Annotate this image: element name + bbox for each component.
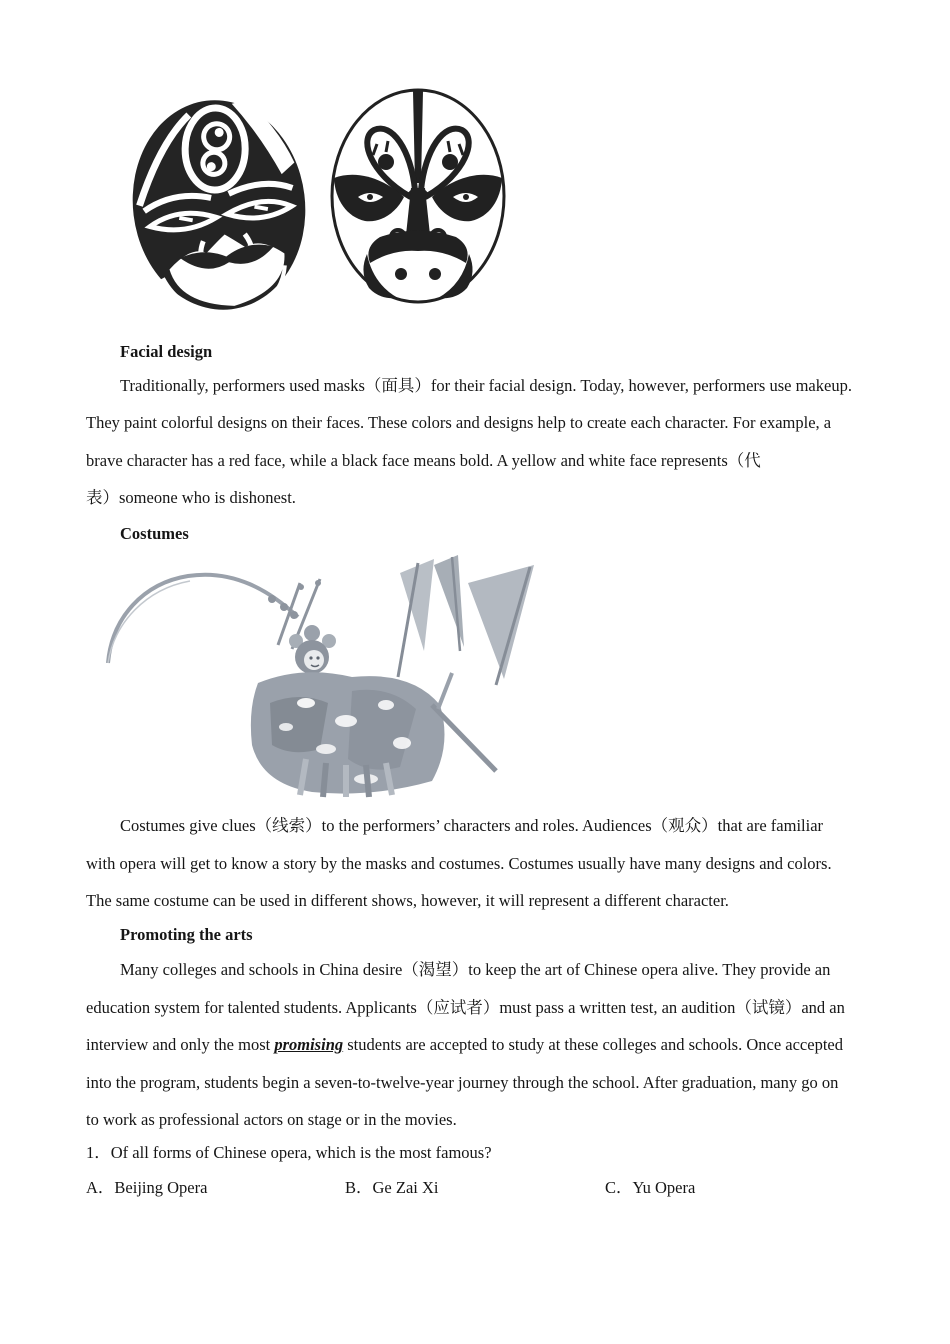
option-a-label: A．: [86, 1178, 115, 1197]
promoting-line-5: to work as professional actors on stage or in the movies.: [86, 1110, 457, 1129]
opera-mask-right-image: [322, 84, 514, 312]
costumes-line-2: with opera will get to know a story by the masks and costumes. Costumes usually have many designs and colors.: [86, 854, 832, 873]
facial-design-line-3: brave character has a red face, while a black face means bold. A yellow and white face represents（代: [86, 451, 761, 470]
promoting-line-3-post: students are accepted to study at these colleges and schools. Once accepted: [343, 1035, 843, 1054]
facial-design-line-2: They paint colorful designs on their faces. These colors and designs help to create each character. For example, a: [86, 413, 832, 432]
costumes-heading: Costumes: [120, 524, 189, 543]
question-1-text: Of all forms of Chinese opera, which is the most famous?: [110, 1143, 492, 1162]
promoting-line-4: into the program, students begin a seven-to-twelve-year journey through the school. After graduation, many go on: [86, 1073, 839, 1092]
promoting-line-3-pre: interview and only the most: [86, 1035, 275, 1054]
question-1-option-a: [86, 1177, 207, 1198]
promoting-line-3: [86, 1034, 843, 1055]
question-1-option-b: [345, 1177, 439, 1198]
question-1-option-c: [605, 1177, 695, 1198]
facial-design-heading: Facial design: [120, 342, 213, 361]
option-c-label: C．: [605, 1178, 633, 1197]
facial-design-line-4: 表）someone who is dishonest.: [86, 488, 296, 507]
facial-design-line-1: Traditionally, performers used masks（面具）for their facial design. Today, however, performers use makeup.: [120, 376, 852, 395]
promoting-line-2: education system for talented students. Applicants（应试者）must pass a written test, an audition（试镜）and an: [86, 998, 845, 1017]
costume-figure-image: [100, 553, 570, 798]
costumes-line-3: The same costume can be used in different shows, however, it will represent a different character.: [86, 891, 729, 910]
option-b-text: Ge Zai Xi: [372, 1178, 439, 1197]
costumes-line-1: Costumes give clues（线索）to the performers’ characters and roles. Audiences（观众）that are familiar: [120, 816, 824, 835]
question-1: [86, 1142, 492, 1163]
promising-emphasis-word: promising: [274, 1035, 344, 1054]
promoting-heading: Promoting the arts: [120, 925, 253, 944]
opera-mask-left-image: [126, 92, 312, 320]
option-a-text: Beijing Opera: [114, 1178, 208, 1197]
costume-figure-svg: [100, 553, 570, 798]
question-1-number: 1．: [86, 1143, 111, 1162]
option-c-text: Yu Opera: [632, 1178, 696, 1197]
promoting-line-1: Many colleges and schools in China desire（渴望）to keep the art of Chinese opera alive. They provide an: [120, 960, 831, 979]
option-b-label: B．: [345, 1178, 373, 1197]
opera-masks-figure: [126, 84, 516, 314]
